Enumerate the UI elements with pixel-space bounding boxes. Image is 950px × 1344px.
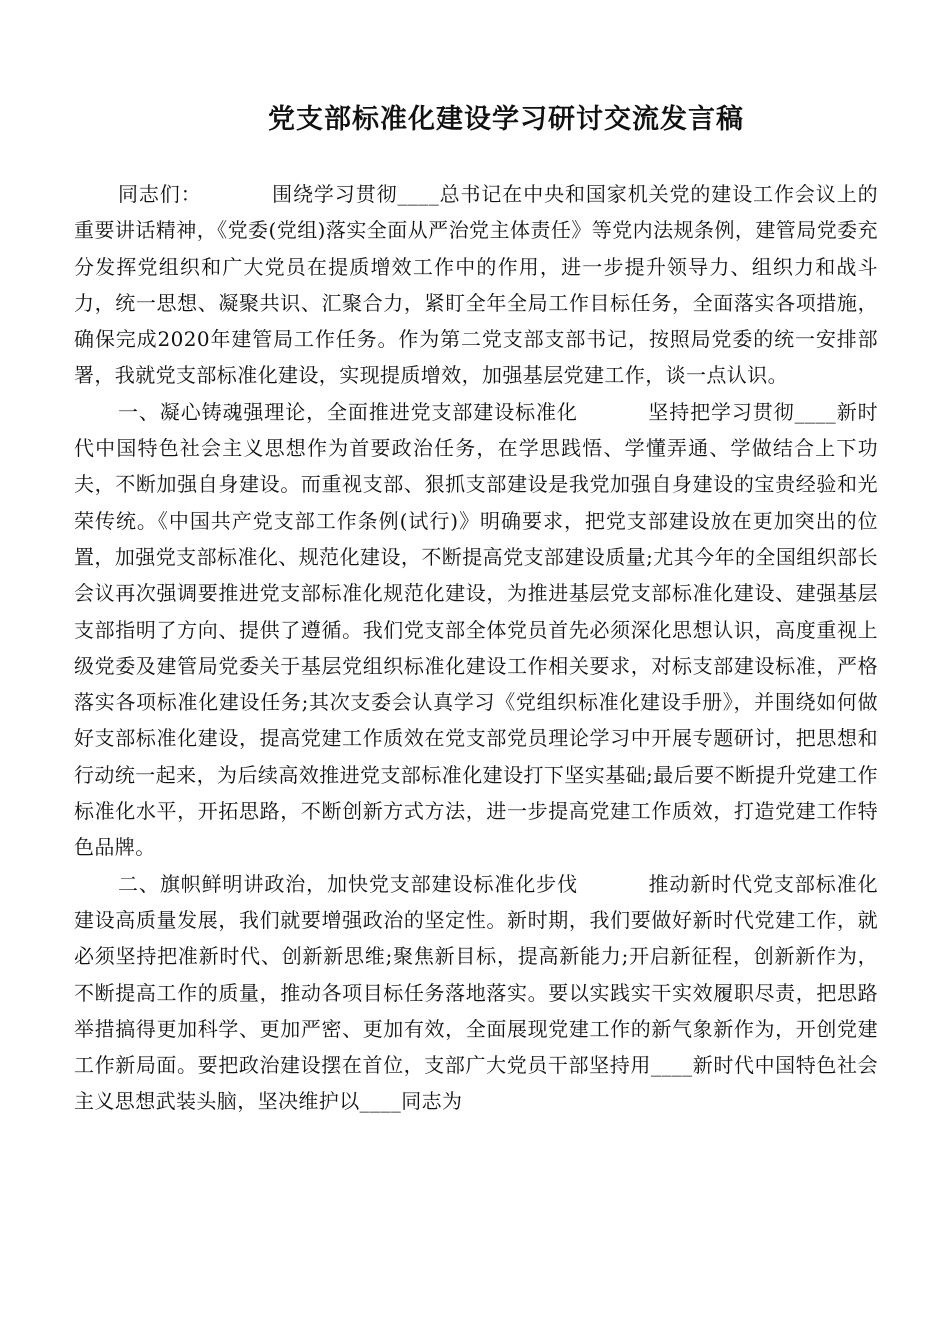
paragraph-section-one bbox=[74, 394, 878, 866]
paragraph-opening bbox=[74, 176, 878, 394]
document-title: 党支部标准化建设学习研讨交流发言稿 bbox=[268, 104, 744, 135]
section-two-heading: 二、旗帜鲜明讲政治，加快党支部建设标准化步伐 bbox=[118, 871, 578, 896]
paragraph-opening-body: 围绕学习贯彻____总书记在中央和国家机关党的建设工作会议上的重要讲话精神，《党委(党组)落实全面从严治党主体责任》等党内法规条例，建管局党委充分发挥党组织和广大党员在提质增效工作中的作用，进一步提升领导力、组织力和战斗力，统一思想、凝聚共识、汇聚合力，紧盯全年全局工作目标任务，全面落实各项措施，确保完成2020年建管局工作任务。作为第二党支部支部书记，按照局党委的统一安排部署，我就党支部标准化建设，实现提质增效，加强基层党建工作，谈一点认识。 bbox=[74, 182, 878, 388]
section-one-heading: 一、凝心铸魂强理论，全面推进党支部建设标准化 bbox=[118, 399, 578, 424]
paragraph-opening-heading: 同志们： bbox=[118, 182, 202, 206]
paragraph-section-two bbox=[74, 866, 878, 1120]
section-one-body: 坚持把学习贯彻____新时代中国特色社会主义思想作为首要政治任务，在学思践悟、学懂弄通、学做结合上下功夫，不断加强自身建设。而重视支部、狠抓支部建设是我党加强自身建设的宝贵经验和光荣传统。《中国共产党支部工作条例(试行)》明确要求，把党支部建设放在更加突出的位置，加强党支部标准化、规范化建设，不断提高党支部建设质量;尤其今年的全国组织部长会议再次强调要推进党支部标准化规范化建设，为推进基层党支部标准化建设、建强基层支部指明了方向、提供了遵循。我们党支部全体党员首先必须深化思想认识，高度重视上级党委及建管局党委关于基层党组织标准化建设工作相关要求，对标支部建设标准，严格落实各项标准化建设任务;其次支委会认真学习《党组织标准化建设手册》，并围绕如何做好支部标准化建设，提高党建工作质效在党支部党员理论学习中开展专题研讨，把思想和行动统一起来，为后续高效推进党支部标准化建设打下坚实基础;最后要不断提升党建工作标准化水平，开拓思路，不断创新方式方法，进一步提高党建工作质效，打造党建工作特色品牌。 bbox=[74, 399, 878, 860]
section-two-body: 推动新时代党支部标准化建设高质量发展，我们就要增强政治的坚定性。新时期，我们要做好新时代党建工作，就必须坚持把准新时代、创新新思维;聚焦新目标，提高新能力;开启新征程，创新新作为，不断提高工作的质量，推动各项目标任务落地落实。要以实践实干实效履职尽责，把思路举措搞得更加科学、更加严密、更加有效，全面展现党建工作的新气象新作为，开创党建工作新局面。要把政治建设摆在首位，支部广大党员干部坚持用____新时代中国特色社会主义思想武装头脑，坚决维护以____同志为 bbox=[74, 871, 878, 1114]
